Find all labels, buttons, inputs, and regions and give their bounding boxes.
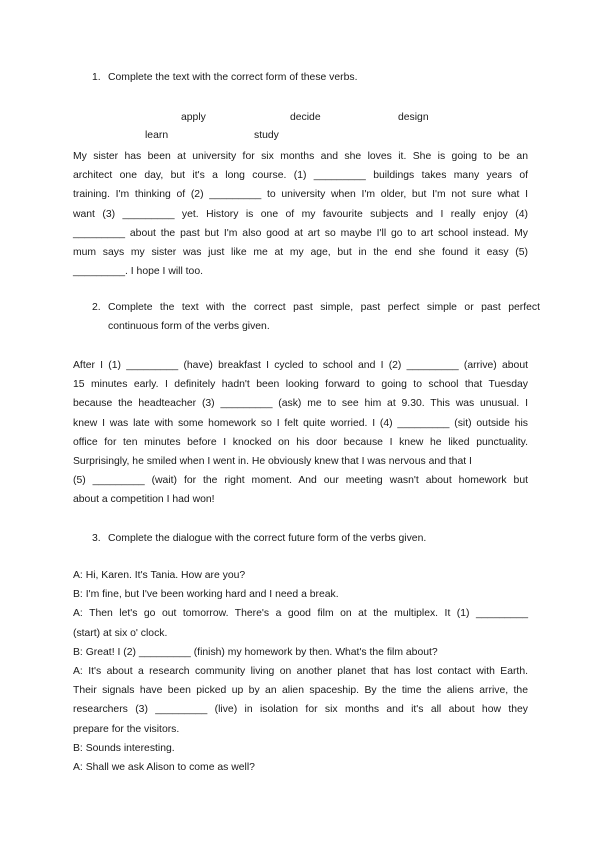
section3-instruction: Complete the dialogue with the correct future form of the verbs given. <box>108 533 427 544</box>
section1-paragraph <box>73 147 528 281</box>
section3-question <box>92 529 540 548</box>
word-box-item: learn <box>145 130 169 141</box>
section1-instruction: Complete the text with the correct form of these verbs. <box>108 72 358 83</box>
section2-paragraph <box>73 356 528 510</box>
dialogue-line: B: I'm fine, but I've been working hard and I need a break. <box>73 589 339 601</box>
word-box-item: study <box>254 130 279 141</box>
paragraph-line: _________ about the past but I'm also good at art so maybe I'll go to art school instead. My <box>73 227 528 239</box>
paragraph-line: After I (1) _________ (have) breakfast I cycled to school and I (2) _________ (arrive) about <box>73 360 528 371</box>
paragraph-line: knew I was late with some homework so I felt quite worried. I (4) _________ (sit) outside his <box>73 417 528 429</box>
section1-question <box>92 68 540 87</box>
paragraph-line: 15 minutes early. I definitely hadn't been looking forward to going to school that Tuesday <box>73 379 528 391</box>
paragraph-line: _________. I hope I will too. <box>73 266 203 278</box>
section3-number: 3. <box>92 533 101 544</box>
dialogue-line: A: Hi, Karen. It's Tania. How are you? <box>73 570 246 581</box>
paragraph-line: Surprisingly, he smiled when I went in. He obviously knew that I was nervous and that I <box>73 456 472 468</box>
dialogue-line: researchers (3) _________ (live) in isolation for six months and it's all about how they <box>73 704 528 716</box>
paragraph-line: (5) _________ (wait) for the right moment. And our meeting wasn't about homework but <box>73 475 528 487</box>
paragraph-line: office for ten minutes before I knocked on his door because I knew he liked punctuality. <box>73 436 528 448</box>
paragraph-line: training. I'm thinking of (2) _________ to university when I'm older, but I'm not sure what I <box>73 189 528 201</box>
dialogue-line: prepare for the visitors. <box>73 723 180 735</box>
section2-instruction-line2: continuous form of the verbs given. <box>108 321 270 332</box>
dialogue-line: Their signals have been picked up by an alien spaceship. By the time the aliens arrive, the <box>73 685 528 697</box>
paragraph-line: want (3) _________ yet. History is one of my favourite subjects and I really enjoy (4) <box>73 208 528 220</box>
word-box-item: apply <box>181 112 206 123</box>
word-box-item: design <box>398 112 429 123</box>
dialogue-line: (start) at six o' clock. <box>73 627 168 639</box>
dialogue-line: A: Shall we ask Alison to come as well? <box>73 762 255 774</box>
paragraph-line: mum says my sister was just like me at my age, but in the end she found it easy (5) <box>73 247 528 259</box>
dialogue-line: B: Great! I (2) _________ (finish) my homework by then. What's the film about? <box>73 646 438 658</box>
dialogue-line: A: It's about a research community living on another planet that has lost contact with Earth. <box>73 666 528 678</box>
section2-question <box>92 298 540 336</box>
section2-number: 2. <box>92 302 101 313</box>
paragraph-line: about a competition I had won! <box>73 494 215 506</box>
dialogue-line: A: Then let's go out tomorrow. There's a good film on at the multiplex. It (1) _________ <box>73 608 528 620</box>
word-box-item: decide <box>290 112 321 123</box>
dialogue-line: B: Sounds interesting. <box>73 742 175 754</box>
section1-number: 1. <box>92 72 101 83</box>
section2-instruction-line1: Complete the text with the correct past simple, past perfect simple or past perfect <box>108 302 540 313</box>
paragraph-line: architect one day, but it's a long course. (1) _________ buildings takes many years of <box>73 170 528 182</box>
paragraph-line: because the headteacher (3) _________ (ask) me to see him at 9.30. This was unusual. I <box>73 398 528 410</box>
paragraph-line: My sister has been at university for six months and she loves it. She is going to be an <box>73 151 528 162</box>
section3-dialogue <box>73 566 528 777</box>
